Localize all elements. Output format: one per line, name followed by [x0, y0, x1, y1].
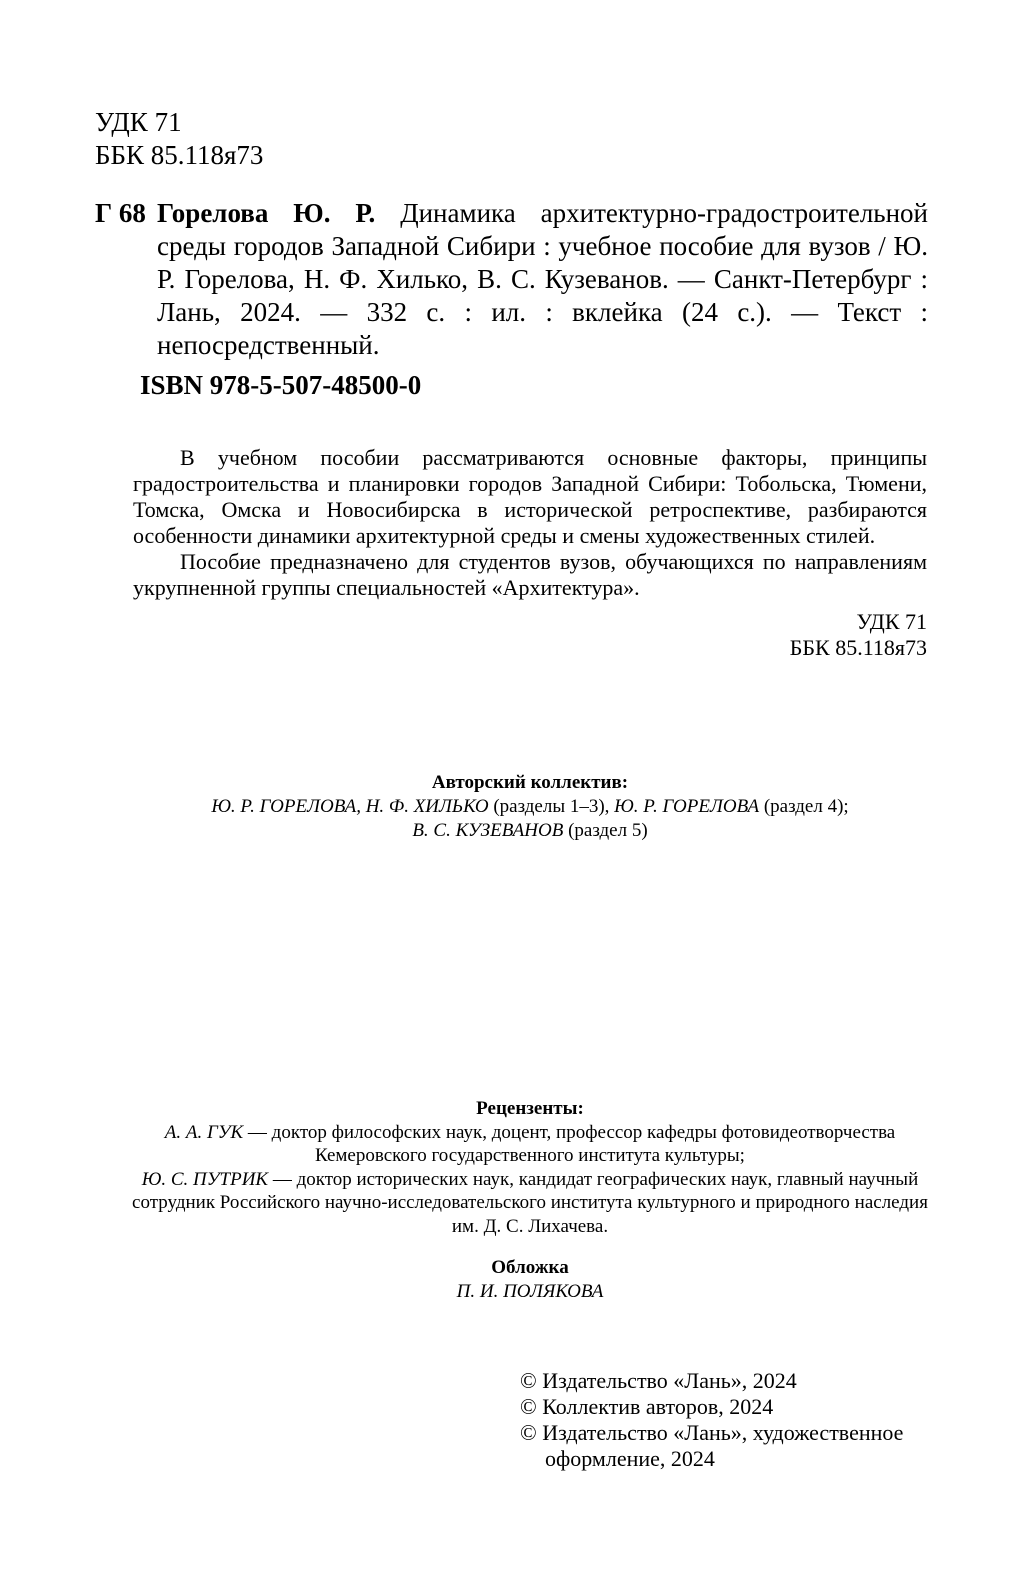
reviewers-heading: Рецензенты:: [476, 1098, 584, 1119]
authors-line: [130, 819, 930, 843]
udk-code: УДК 71: [856, 609, 927, 634]
authors-heading: Авторский коллектив:: [431, 772, 629, 793]
reviewer-entry: [130, 1168, 930, 1239]
cover-heading: Обложка: [491, 1257, 569, 1278]
author-names: В. С. КУЗЕВАНОВ: [412, 820, 564, 841]
cover-credit: [130, 1256, 930, 1304]
reviewer-credentials: — доктор исторических наук, кандидат географических наук, главный научный сотрудник Российского научно-исследовательского института культурного и природного наследия им. Д. С. Лихачева.: [132, 1168, 928, 1237]
main-author: Горелова Ю. Р.: [157, 198, 376, 228]
bibliographic-record: [95, 197, 928, 362]
author-role: (раздел 4);: [759, 796, 849, 817]
author-mark: Г 68: [95, 198, 146, 228]
annotation-paragraph: Пособие предназначено для студентов вузов, обучающихся по направлениям укрупненной группы специальностей «Архитектура».: [133, 549, 927, 600]
author-names: Ю. Р. ГОРЕЛОВА, Н. Ф. ХИЛЬКО: [211, 796, 489, 817]
cover-designer: П. И. ПОЛЯКОВА: [456, 1281, 604, 1302]
copyright-line: © Коллектив авторов, 2024: [520, 1394, 774, 1419]
author-role: (разделы 1–3),: [488, 796, 615, 817]
isbn: ISBN 978-5-507-48500-0: [140, 370, 422, 400]
copyright-line: © Издательство «Лань», 2024: [520, 1368, 797, 1393]
copyright-line: © Издательство «Лань», художественное: [520, 1420, 904, 1445]
reviewer-name: А. А. ГУК: [164, 1121, 244, 1143]
author-role: (раздел 5): [563, 820, 648, 841]
annotation: [133, 445, 927, 601]
author-names: Ю. Р. ГОРЕЛОВА: [614, 796, 760, 817]
reviewer-entry: [130, 1121, 930, 1168]
copyright-line: оформление, 2024: [545, 1446, 715, 1471]
udk-code: УДК 71: [95, 107, 182, 137]
bibliographic-description-block: [157, 197, 928, 362]
reviewer-name: Ю. С. ПУТРИК: [141, 1168, 269, 1190]
reviewers: [130, 1097, 930, 1238]
copyright-block: [520, 1368, 903, 1472]
authors-line: [130, 795, 930, 819]
bbk-code: ББК 85.118я73: [789, 635, 927, 660]
bbk-code: ББК 85.118я73: [95, 140, 264, 170]
bibliographic-description: Динамика архитектурно-градостроительной среды городов Западной Сибири : учебное пособие для вузов / Ю. Р. Горелова, Н. Ф. Хилько, В. С. Кузеванов. — Санкт-Петербург : Лань, 2024. — 332 с. : ил. : вклейка (24 с.). — Текст : непосредственный.: [157, 198, 929, 360]
classification-codes: [95, 106, 263, 172]
authors-collective: [130, 771, 930, 843]
reviewer-credentials: — доктор философских наук, доцент, профессор кафедры фотовидеотворчества Кемеровского государственного института культуры;: [243, 1121, 896, 1166]
classification-codes-right: [790, 609, 927, 661]
annotation-paragraph: В учебном пособии рассматриваются основные факторы, принципы градостроительства и планировки городов Западной Сибири: Тобольска, Тюмени, Томска, Омска и Новосибирска в исторической ретроспективе, разбираются особенности динамики архитектурной среды и смены художественных стилей.: [133, 445, 927, 548]
